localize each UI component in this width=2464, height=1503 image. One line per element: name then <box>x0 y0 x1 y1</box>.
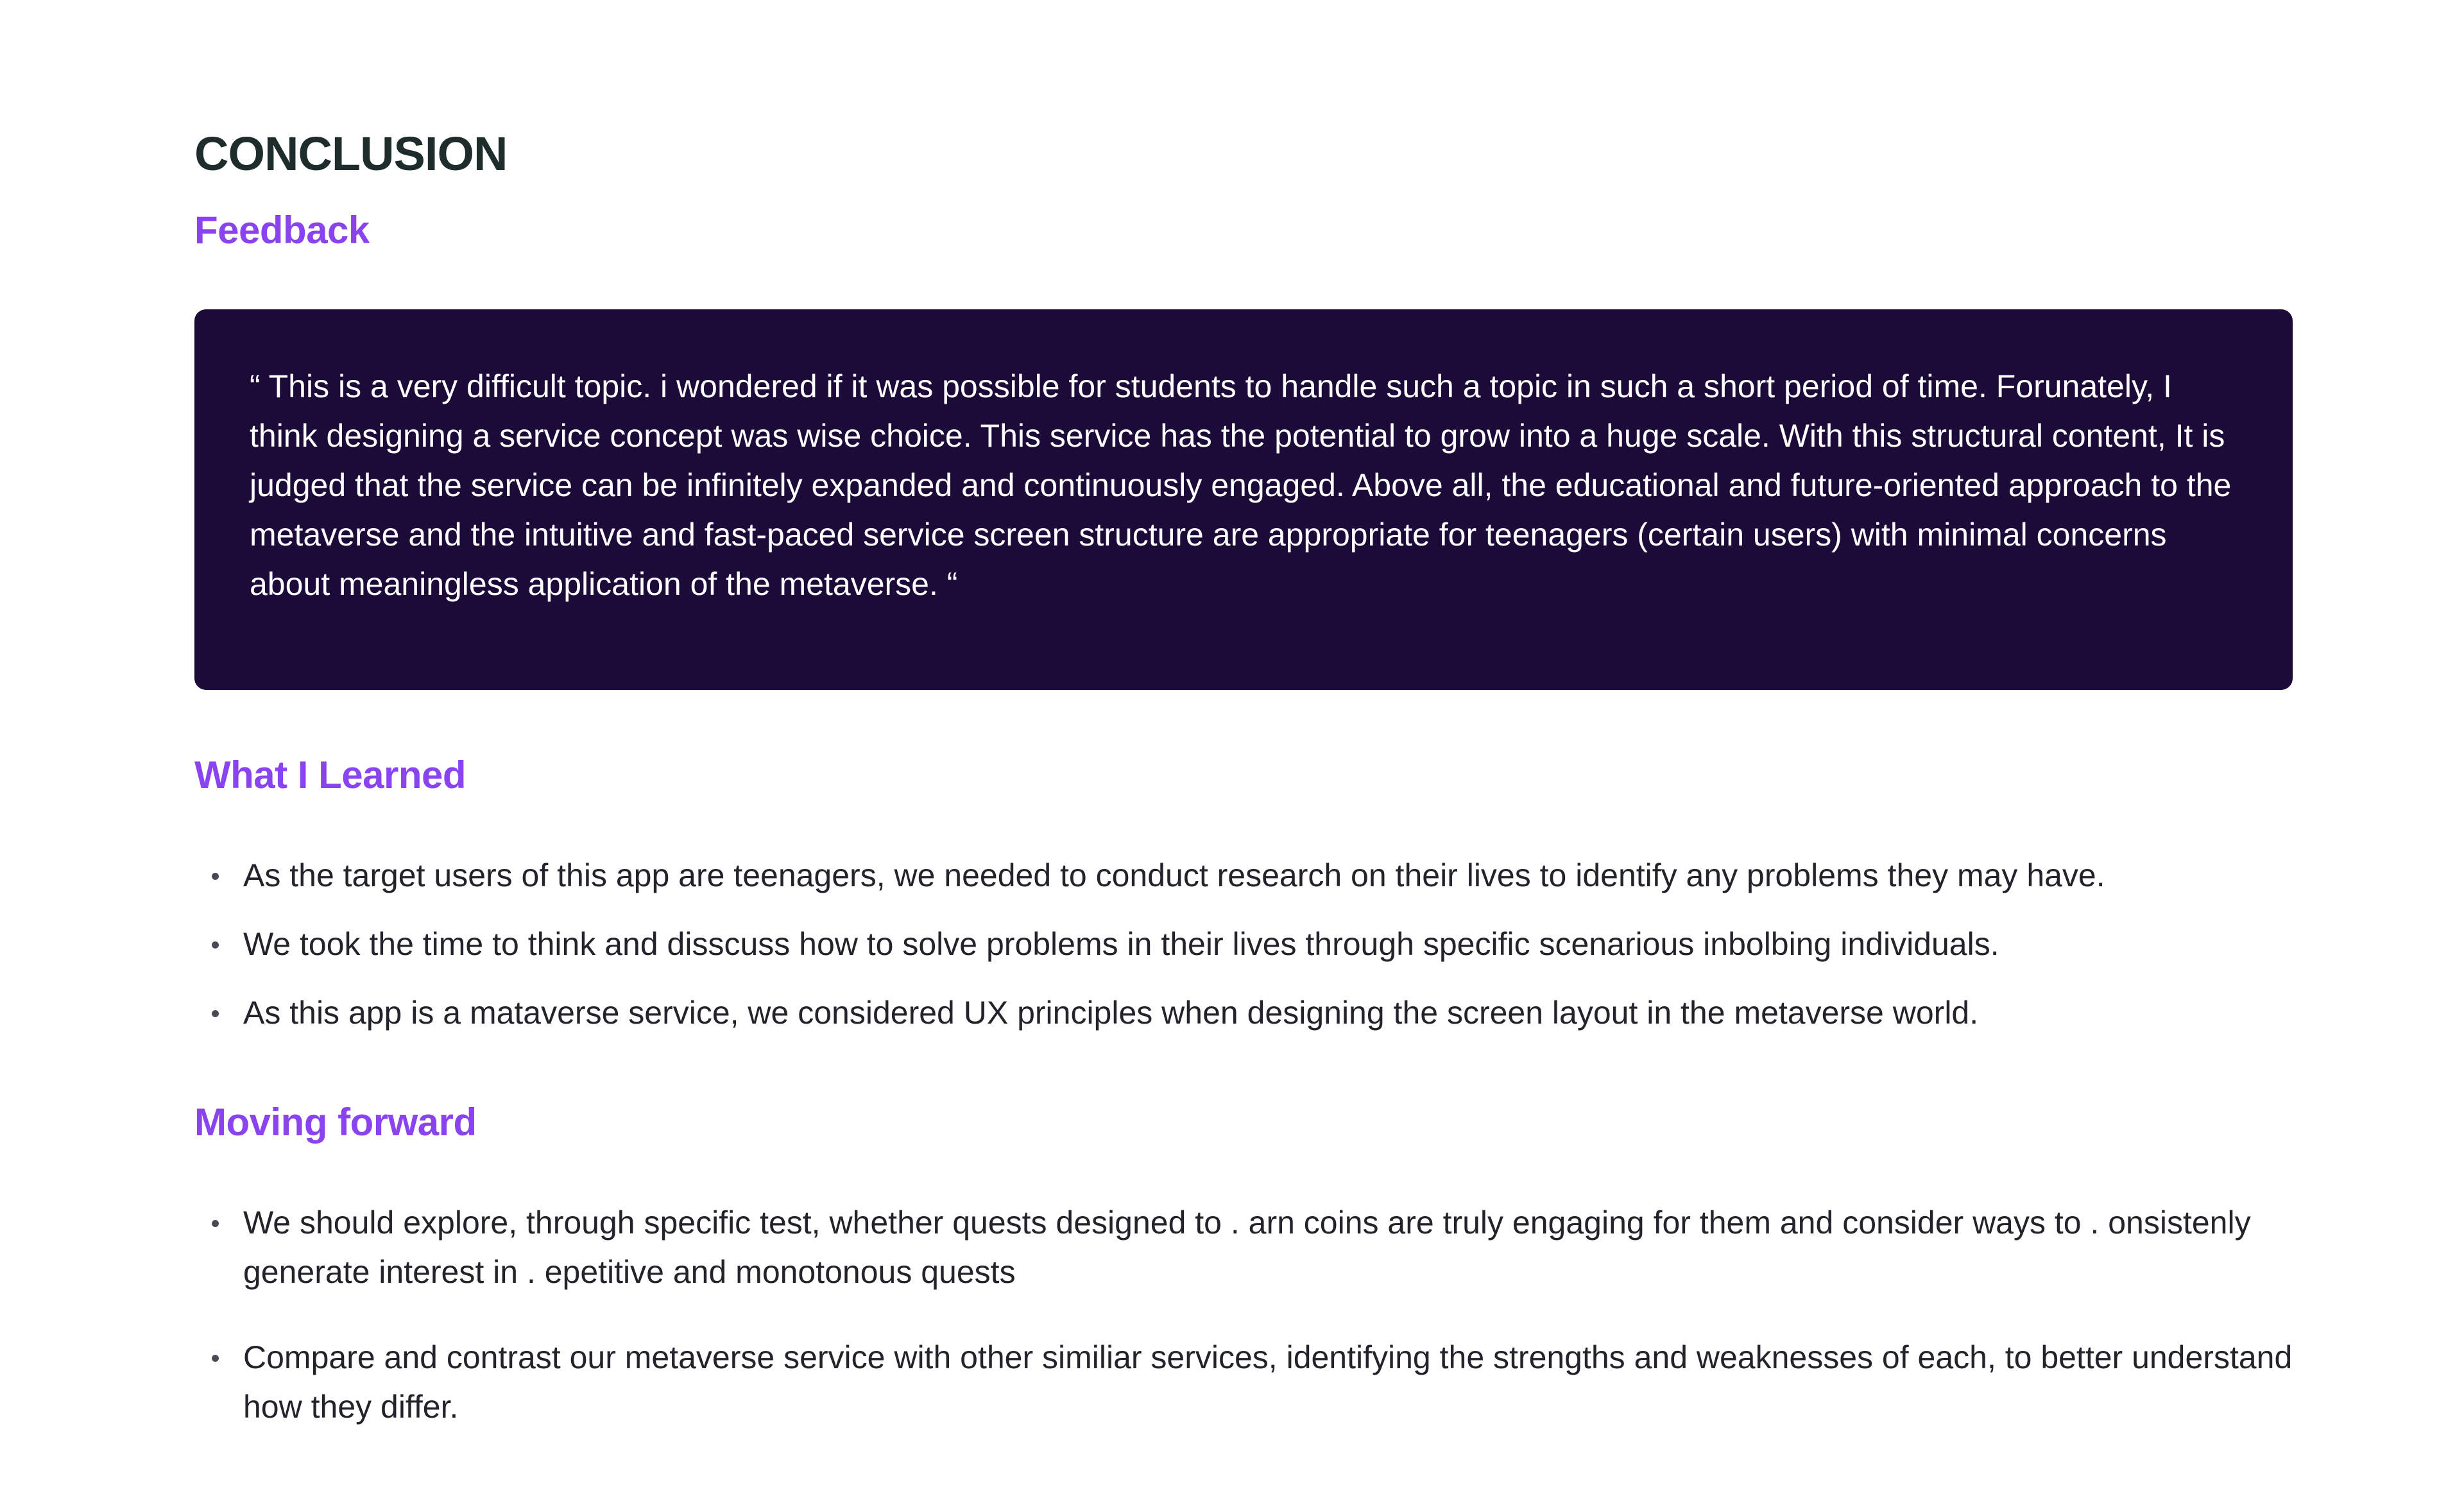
bullet-dot-icon <box>212 941 219 949</box>
bullet-dot-icon <box>212 1010 219 1017</box>
list-item <box>194 920 2293 969</box>
list-item <box>194 1333 2293 1432</box>
list-item <box>194 988 2293 1038</box>
moving-forward-heading: Moving forward <box>194 1101 477 1144</box>
feedback-heading: Feedback <box>194 209 370 252</box>
list-item-text: We took the time to think and disscuss how to solve problems in their lives through specific scenarious inbolbing individuals. <box>243 926 1999 962</box>
what-i-learned-list <box>194 851 2293 1038</box>
list-item-text: We should explore, through specific test, whether quests designed to . arn coins are truly engaging for them and consider ways to . onsistenly generate interest in . epetitive and monotonous quests <box>243 1205 2251 1290</box>
feedback-quote-box <box>194 309 2293 690</box>
bullet-dot-icon <box>212 1355 219 1362</box>
conclusion-section <box>194 125 2293 1432</box>
bullet-dot-icon <box>212 1220 219 1227</box>
feedback-quote-text: “ This is a very difficult topic. i wondered if it was possible for students to handle such a topic in such a short period of time. Forunately, I think designing a service concept was wise choice. This service has the potential to grow into a huge scale. With this structural content, It is judged that the service can be infinitely expanded and continuously engaged. Above all, the educational and future-oriented approach to the metaverse and the intuitive and fast-paced service screen structure are appropriate for teenagers (certain users) with minimal concerns about meaningless application of the metaverse. “ <box>250 368 2232 602</box>
what-i-learned-heading: What I Learned <box>194 753 466 796</box>
list-item-text: As the target users of this app are teenagers, we needed to conduct research on their lives to identify any problems they may have. <box>243 857 2105 893</box>
list-item <box>194 851 2293 900</box>
bullet-dot-icon <box>212 873 219 880</box>
page-title: CONCLUSION <box>194 127 508 180</box>
list-item <box>194 1198 2293 1297</box>
list-item-text: As this app is a mataverse service, we considered UX principles when designing the screen layout in the metaverse world. <box>243 995 1979 1031</box>
moving-forward-list <box>194 1198 2293 1432</box>
list-item-text: Compare and contrast our metaverse service with other similiar services, identifying the strengths and weaknesses of each, to better understand how they differ. <box>243 1339 2293 1425</box>
